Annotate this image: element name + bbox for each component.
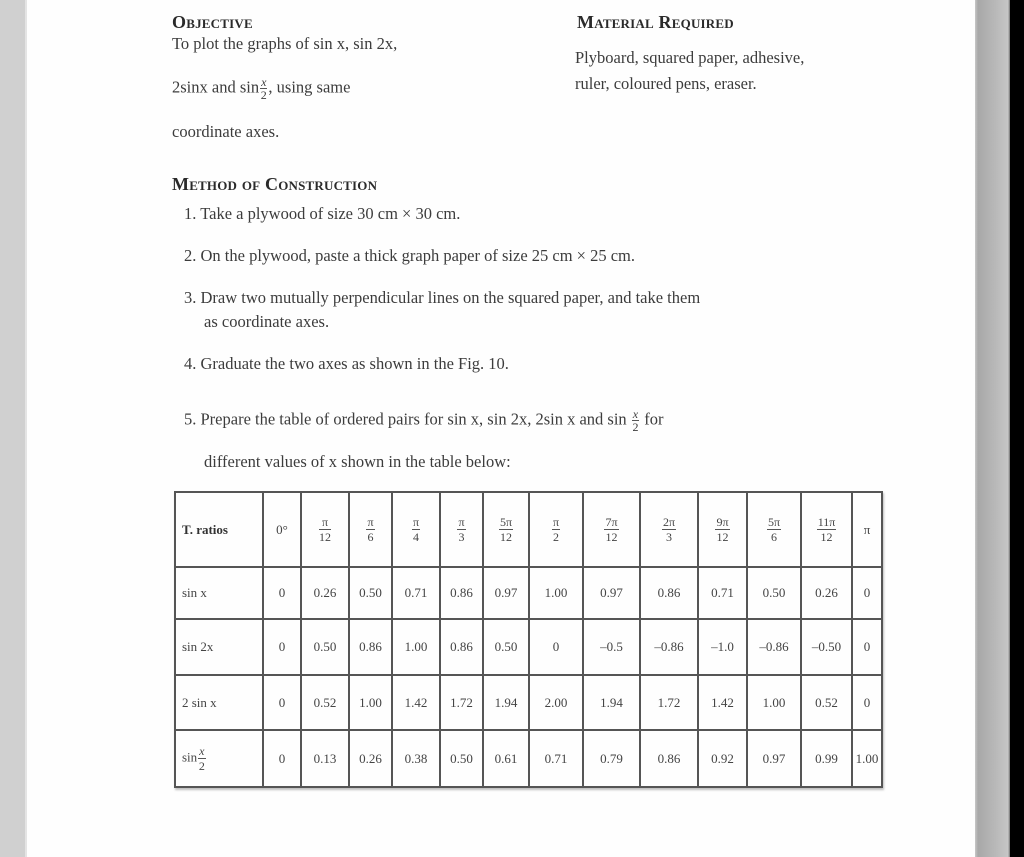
table-cell: 1.72 — [440, 675, 483, 730]
table-cell: 0 — [263, 675, 301, 730]
table-cell: 0.86 — [640, 730, 698, 787]
material-heading: Material Required — [577, 12, 734, 32]
table-cell: 0.52 — [801, 675, 852, 730]
table-row-sin-x-over-2 — [175, 730, 882, 787]
method-step-5-continued: different values of x shown in the table below: — [204, 452, 511, 471]
row-label: sin $\frac{x}{2}$ — [175, 730, 263, 787]
table-cell: 1.94 — [483, 675, 529, 730]
table-cell: 1.94 — [583, 675, 640, 730]
header-col-7pi-12: $\frac{7\pi}{12}$ — [583, 492, 640, 567]
header-col-pi-12: $\frac{\pi}{12}$ — [301, 492, 349, 567]
table-header-row — [175, 492, 882, 567]
method-step-2: 2. On the plywood, paste a thick graph paper of size 25 cm × 25 cm. — [184, 246, 636, 265]
table-row-2sin-x — [175, 675, 882, 730]
table-cell: 1.42 — [698, 675, 747, 730]
header-col-pi-6: $\frac{\pi}{6}$ — [349, 492, 392, 567]
row-label: sin x — [175, 567, 263, 619]
table-cell: 0.26 — [801, 567, 852, 619]
screen-edge — [1010, 0, 1024, 857]
table-cell: 0.52 — [301, 675, 349, 730]
method-step-3: 3. Draw two mutually perpendicular lines on the squared paper, and take them — [184, 288, 701, 307]
header-col-11pi-12: $\frac{11\pi}{12}$ — [801, 492, 852, 567]
method-step-5-prefix: 5. Prepare the table of ordered pairs for sin x, sin 2x, 2sin x and sin — [184, 409, 627, 429]
table-cell: 0.50 — [301, 619, 349, 675]
fraction-x-over-2: $\frac{x}{2}$ — [632, 407, 639, 434]
method-step-1: 1. Take a plywood of size 30 cm × 30 cm. — [184, 204, 461, 223]
material-line-1: Plyboard, squared paper, adhesive, — [575, 48, 805, 67]
material-line-2: ruler, coloured pens, eraser. — [575, 74, 757, 93]
table-cell: 0.26 — [301, 567, 349, 619]
table-cell: 0.13 — [301, 730, 349, 787]
table-cell: 1.00 — [392, 619, 440, 675]
table-cell: 1.00 — [852, 730, 882, 787]
table-cell: 0.71 — [698, 567, 747, 619]
method-step-5-suffix: for — [644, 409, 664, 429]
trig-values-table — [174, 491, 883, 788]
table-cell: 0 — [852, 675, 882, 730]
table-cell: 0 — [852, 619, 882, 675]
table-cell: 0.86 — [440, 619, 483, 675]
table-cell: 1.00 — [529, 567, 583, 619]
table-cell: 0 — [529, 619, 583, 675]
table-cell: 0.97 — [483, 567, 529, 619]
table-cell: 0.50 — [440, 730, 483, 787]
method-step-4: 4. Graduate the two axes as shown in the Fig. 10. — [184, 354, 509, 373]
row-label: 2 sin x — [175, 675, 263, 730]
table-cell: 2.00 — [529, 675, 583, 730]
objective-line-2-prefix: 2sinx and sin — [172, 77, 260, 97]
method-step-3-continued: as coordinate axes. — [204, 312, 330, 331]
method-step-5 — [184, 408, 663, 433]
header-col-0: 0° — [263, 492, 301, 567]
fraction-x-over-2: $\frac{x}{2}$ — [260, 75, 267, 102]
table-cell: 0.99 — [801, 730, 852, 787]
table-cell: 0.50 — [349, 567, 392, 619]
table-cell: –0.50 — [801, 619, 852, 675]
header-col-2pi-3: $\frac{2\pi}{3}$ — [640, 492, 698, 567]
table-cell: –0.86 — [640, 619, 698, 675]
table-cell: 0.71 — [392, 567, 440, 619]
table-cell: –0.86 — [747, 619, 801, 675]
table-cell: 0.86 — [640, 567, 698, 619]
table-cell: –1.0 — [698, 619, 747, 675]
table-cell: 0.50 — [747, 567, 801, 619]
table-cell: –0.5 — [583, 619, 640, 675]
objective-heading: Objective — [172, 12, 253, 32]
table-cell: 0.86 — [440, 567, 483, 619]
objective-line-3: coordinate axes. — [172, 122, 280, 141]
header-label: T. ratios — [175, 492, 263, 567]
header-col-pi-4: $\frac{\pi}{4}$ — [392, 492, 440, 567]
table-cell: 1.00 — [747, 675, 801, 730]
table-cell: 0.79 — [583, 730, 640, 787]
header-col-pi-2: $\frac{\pi}{2}$ — [529, 492, 583, 567]
header-col-9pi-12: $\frac{9\pi}{12}$ — [698, 492, 747, 567]
table-row-sin-x — [175, 567, 882, 619]
vertical-scrollbar[interactable] — [975, 0, 1010, 857]
table-cell: 0 — [263, 567, 301, 619]
table-cell: 0 — [852, 567, 882, 619]
left-margin-bar — [0, 0, 27, 857]
table-cell: 0.50 — [483, 619, 529, 675]
objective-line-1: To plot the graphs of sin x, sin 2x, — [172, 34, 398, 53]
table-cell: 1.72 — [640, 675, 698, 730]
table-row-sin-2x — [175, 619, 882, 675]
row-label: sin 2x — [175, 619, 263, 675]
table-cell: 0.97 — [747, 730, 801, 787]
table-cell: 1.42 — [392, 675, 440, 730]
header-col-pi: π — [852, 492, 882, 567]
table-cell: 0 — [263, 619, 301, 675]
table-cell: 0 — [263, 730, 301, 787]
table-cell: 0.71 — [529, 730, 583, 787]
objective-line-2 — [172, 76, 350, 101]
table-cell: 0.97 — [583, 567, 640, 619]
table-cell: 0.61 — [483, 730, 529, 787]
table-cell: 1.00 — [349, 675, 392, 730]
table-cell: 0.26 — [349, 730, 392, 787]
header-col-5pi-6: $\frac{5\pi}{6}$ — [747, 492, 801, 567]
header-col-5pi-12: $\frac{5\pi}{12}$ — [483, 492, 529, 567]
table-cell: 0.38 — [392, 730, 440, 787]
header-col-pi-3: $\frac{\pi}{3}$ — [440, 492, 483, 567]
objective-line-2-suffix: , using same — [268, 77, 351, 97]
fraction-x-over-2: $\frac{x}{2}$ — [198, 744, 205, 773]
method-heading: Method of Construction — [172, 174, 378, 194]
table-cell: 0.92 — [698, 730, 747, 787]
table-cell: 0.86 — [349, 619, 392, 675]
